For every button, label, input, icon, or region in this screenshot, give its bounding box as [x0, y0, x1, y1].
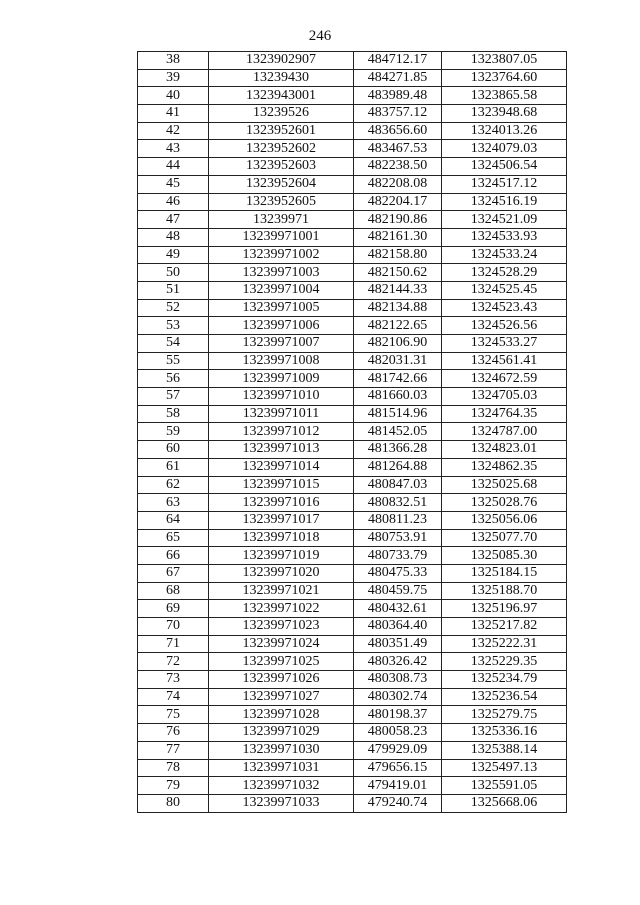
code-cell: 13239971011 [209, 405, 354, 423]
code-cell: 13239971020 [209, 564, 354, 582]
point-number-cell: 42 [138, 122, 209, 140]
point-number-cell: 45 [138, 175, 209, 193]
table-row [138, 777, 567, 795]
code-cell: 1323952603 [209, 158, 354, 176]
point-number-cell: 55 [138, 352, 209, 370]
code-cell: 13239971 [209, 211, 354, 229]
point-number-cell: 51 [138, 281, 209, 299]
code-cell: 1323952605 [209, 193, 354, 211]
table-row [138, 246, 567, 264]
x-coordinate-cell: 481660.03 [354, 388, 442, 406]
x-coordinate-cell: 482158.80 [354, 246, 442, 264]
code-cell: 1323943001 [209, 87, 354, 105]
point-number-cell: 40 [138, 87, 209, 105]
code-cell: 13239971031 [209, 759, 354, 777]
x-coordinate-cell: 480432.61 [354, 600, 442, 618]
y-coordinate-cell: 1325222.31 [442, 635, 567, 653]
table-row [138, 69, 567, 87]
x-coordinate-cell: 484271.85 [354, 69, 442, 87]
code-cell: 13239430 [209, 69, 354, 87]
table-row [138, 264, 567, 282]
table-row [138, 794, 567, 812]
table-row [138, 158, 567, 176]
y-coordinate-cell: 1325028.76 [442, 494, 567, 512]
y-coordinate-cell: 1324764.35 [442, 405, 567, 423]
table-row [138, 388, 567, 406]
y-coordinate-cell: 1325229.35 [442, 653, 567, 671]
point-number-cell: 75 [138, 706, 209, 724]
code-cell: 13239971023 [209, 618, 354, 636]
table-row [138, 175, 567, 193]
code-cell: 13239971010 [209, 388, 354, 406]
table-row [138, 370, 567, 388]
y-coordinate-cell: 1325497.13 [442, 759, 567, 777]
x-coordinate-cell: 483467.53 [354, 140, 442, 158]
table-row [138, 405, 567, 423]
table-row [138, 193, 567, 211]
table-row [138, 352, 567, 370]
y-coordinate-cell: 1324787.00 [442, 423, 567, 441]
x-coordinate-cell: 482190.86 [354, 211, 442, 229]
x-coordinate-cell: 481742.66 [354, 370, 442, 388]
y-coordinate-cell: 1324526.56 [442, 317, 567, 335]
point-number-cell: 38 [138, 52, 209, 70]
table-row [138, 122, 567, 140]
point-number-cell: 66 [138, 547, 209, 565]
x-coordinate-cell: 482031.31 [354, 352, 442, 370]
y-coordinate-cell: 1324533.24 [442, 246, 567, 264]
code-cell: 13239526 [209, 105, 354, 123]
y-coordinate-cell: 1325217.82 [442, 618, 567, 636]
code-cell: 13239971024 [209, 635, 354, 653]
x-coordinate-cell: 480198.37 [354, 706, 442, 724]
x-coordinate-cell: 482204.17 [354, 193, 442, 211]
y-coordinate-cell: 1325668.06 [442, 794, 567, 812]
code-cell: 13239971013 [209, 441, 354, 459]
point-number-cell: 71 [138, 635, 209, 653]
x-coordinate-cell: 479929.09 [354, 741, 442, 759]
code-cell: 13239971032 [209, 777, 354, 795]
point-number-cell: 43 [138, 140, 209, 158]
point-number-cell: 59 [138, 423, 209, 441]
y-coordinate-cell: 1324506.54 [442, 158, 567, 176]
x-coordinate-cell: 482161.30 [354, 228, 442, 246]
x-coordinate-cell: 479240.74 [354, 794, 442, 812]
point-number-cell: 56 [138, 370, 209, 388]
point-number-cell: 47 [138, 211, 209, 229]
x-coordinate-cell: 480351.49 [354, 635, 442, 653]
y-coordinate-cell: 1324862.35 [442, 458, 567, 476]
table-row [138, 281, 567, 299]
point-number-cell: 77 [138, 741, 209, 759]
y-coordinate-cell: 1325085.30 [442, 547, 567, 565]
x-coordinate-cell: 480733.79 [354, 547, 442, 565]
x-coordinate-cell: 480832.51 [354, 494, 442, 512]
table-row [138, 653, 567, 671]
x-coordinate-cell: 483656.60 [354, 122, 442, 140]
y-coordinate-cell: 1325056.06 [442, 511, 567, 529]
x-coordinate-cell: 482208.08 [354, 175, 442, 193]
code-cell: 1323952601 [209, 122, 354, 140]
table-row [138, 423, 567, 441]
point-number-cell: 58 [138, 405, 209, 423]
y-coordinate-cell: 1324533.93 [442, 228, 567, 246]
y-coordinate-cell: 1324013.26 [442, 122, 567, 140]
point-number-cell: 48 [138, 228, 209, 246]
x-coordinate-cell: 482238.50 [354, 158, 442, 176]
point-number-cell: 79 [138, 777, 209, 795]
y-coordinate-cell: 1325196.97 [442, 600, 567, 618]
y-coordinate-cell: 1325236.54 [442, 688, 567, 706]
x-coordinate-cell: 480847.03 [354, 476, 442, 494]
x-coordinate-cell: 481452.05 [354, 423, 442, 441]
y-coordinate-cell: 1323948.68 [442, 105, 567, 123]
point-number-cell: 65 [138, 529, 209, 547]
table-body [138, 52, 567, 813]
table-row [138, 635, 567, 653]
code-cell: 13239971002 [209, 246, 354, 264]
code-cell: 13239971004 [209, 281, 354, 299]
x-coordinate-cell: 479419.01 [354, 777, 442, 795]
point-number-cell: 80 [138, 794, 209, 812]
table-row [138, 741, 567, 759]
y-coordinate-cell: 1324823.01 [442, 441, 567, 459]
code-cell: 13239971018 [209, 529, 354, 547]
x-coordinate-cell: 482144.33 [354, 281, 442, 299]
table-row [138, 759, 567, 777]
x-coordinate-cell: 481514.96 [354, 405, 442, 423]
code-cell: 13239971005 [209, 299, 354, 317]
x-coordinate-cell: 482134.88 [354, 299, 442, 317]
x-coordinate-cell: 482106.90 [354, 335, 442, 353]
y-coordinate-cell: 1324516.19 [442, 193, 567, 211]
point-number-cell: 49 [138, 246, 209, 264]
table-row [138, 582, 567, 600]
code-cell: 13239971027 [209, 688, 354, 706]
point-number-cell: 53 [138, 317, 209, 335]
table-row [138, 335, 567, 353]
table-row [138, 688, 567, 706]
point-number-cell: 73 [138, 671, 209, 689]
point-number-cell: 57 [138, 388, 209, 406]
code-cell: 1323952604 [209, 175, 354, 193]
code-cell: 13239971009 [209, 370, 354, 388]
table-row [138, 87, 567, 105]
table-row [138, 105, 567, 123]
table-row [138, 476, 567, 494]
x-coordinate-cell: 479656.15 [354, 759, 442, 777]
coordinates-table [137, 51, 567, 813]
code-cell: 13239971033 [209, 794, 354, 812]
point-number-cell: 44 [138, 158, 209, 176]
y-coordinate-cell: 1325184.15 [442, 564, 567, 582]
y-coordinate-cell: 1324705.03 [442, 388, 567, 406]
code-cell: 13239971016 [209, 494, 354, 512]
x-coordinate-cell: 480459.75 [354, 582, 442, 600]
table-row [138, 511, 567, 529]
code-cell: 1323952602 [209, 140, 354, 158]
table-row [138, 140, 567, 158]
y-coordinate-cell: 1325188.70 [442, 582, 567, 600]
code-cell: 13239971017 [209, 511, 354, 529]
code-cell: 13239971025 [209, 653, 354, 671]
x-coordinate-cell: 482122.65 [354, 317, 442, 335]
table-row [138, 441, 567, 459]
y-coordinate-cell: 1325388.14 [442, 741, 567, 759]
code-cell: 13239971012 [209, 423, 354, 441]
y-coordinate-cell: 1323764.60 [442, 69, 567, 87]
point-number-cell: 62 [138, 476, 209, 494]
x-coordinate-cell: 480753.91 [354, 529, 442, 547]
point-number-cell: 68 [138, 582, 209, 600]
x-coordinate-cell: 483989.48 [354, 87, 442, 105]
table-row [138, 299, 567, 317]
code-cell: 13239971021 [209, 582, 354, 600]
y-coordinate-cell: 1324533.27 [442, 335, 567, 353]
code-cell: 13239971029 [209, 724, 354, 742]
table-row [138, 547, 567, 565]
point-number-cell: 41 [138, 105, 209, 123]
code-cell: 13239971026 [209, 671, 354, 689]
y-coordinate-cell: 1325025.68 [442, 476, 567, 494]
point-number-cell: 78 [138, 759, 209, 777]
y-coordinate-cell: 1323865.58 [442, 87, 567, 105]
x-coordinate-cell: 481264.88 [354, 458, 442, 476]
point-number-cell: 74 [138, 688, 209, 706]
x-coordinate-cell: 480364.40 [354, 618, 442, 636]
x-coordinate-cell: 480308.73 [354, 671, 442, 689]
point-number-cell: 70 [138, 618, 209, 636]
point-number-cell: 46 [138, 193, 209, 211]
x-coordinate-cell: 480811.23 [354, 511, 442, 529]
x-coordinate-cell: 483757.12 [354, 105, 442, 123]
table-row [138, 706, 567, 724]
code-cell: 13239971001 [209, 228, 354, 246]
table-row [138, 564, 567, 582]
x-coordinate-cell: 481366.28 [354, 441, 442, 459]
code-cell: 13239971022 [209, 600, 354, 618]
x-coordinate-cell: 480326.42 [354, 653, 442, 671]
code-cell: 13239971015 [209, 476, 354, 494]
code-cell: 13239971006 [209, 317, 354, 335]
table-row [138, 211, 567, 229]
x-coordinate-cell: 484712.17 [354, 52, 442, 70]
table-row [138, 600, 567, 618]
x-coordinate-cell: 480475.33 [354, 564, 442, 582]
y-coordinate-cell: 1324561.41 [442, 352, 567, 370]
x-coordinate-cell: 480058.23 [354, 724, 442, 742]
y-coordinate-cell: 1324521.09 [442, 211, 567, 229]
y-coordinate-cell: 1323807.05 [442, 52, 567, 70]
code-cell: 13239971030 [209, 741, 354, 759]
point-number-cell: 67 [138, 564, 209, 582]
point-number-cell: 64 [138, 511, 209, 529]
page-number: 246 [308, 28, 332, 44]
y-coordinate-cell: 1324079.03 [442, 140, 567, 158]
point-number-cell: 63 [138, 494, 209, 512]
y-coordinate-cell: 1324525.45 [442, 281, 567, 299]
y-coordinate-cell: 1324517.12 [442, 175, 567, 193]
point-number-cell: 72 [138, 653, 209, 671]
y-coordinate-cell: 1324523.43 [442, 299, 567, 317]
code-cell: 13239971007 [209, 335, 354, 353]
point-number-cell: 54 [138, 335, 209, 353]
point-number-cell: 69 [138, 600, 209, 618]
y-coordinate-cell: 1325077.70 [442, 529, 567, 547]
y-coordinate-cell: 1324672.59 [442, 370, 567, 388]
y-coordinate-cell: 1325591.05 [442, 777, 567, 795]
point-number-cell: 39 [138, 69, 209, 87]
y-coordinate-cell: 1325279.75 [442, 706, 567, 724]
code-cell: 13239971028 [209, 706, 354, 724]
table-row [138, 458, 567, 476]
code-cell: 13239971014 [209, 458, 354, 476]
table-row [138, 228, 567, 246]
table-row [138, 671, 567, 689]
code-cell: 13239971003 [209, 264, 354, 282]
code-cell: 13239971019 [209, 547, 354, 565]
table-row [138, 494, 567, 512]
point-number-cell: 50 [138, 264, 209, 282]
table-row [138, 618, 567, 636]
table-row [138, 529, 567, 547]
x-coordinate-cell: 482150.62 [354, 264, 442, 282]
point-number-cell: 60 [138, 441, 209, 459]
code-cell: 1323902907 [209, 52, 354, 70]
code-cell: 13239971008 [209, 352, 354, 370]
table-row [138, 317, 567, 335]
point-number-cell: 52 [138, 299, 209, 317]
x-coordinate-cell: 480302.74 [354, 688, 442, 706]
y-coordinate-cell: 1324528.29 [442, 264, 567, 282]
point-number-cell: 76 [138, 724, 209, 742]
y-coordinate-cell: 1325234.79 [442, 671, 567, 689]
y-coordinate-cell: 1325336.16 [442, 724, 567, 742]
table-row [138, 724, 567, 742]
table-row [138, 52, 567, 70]
point-number-cell: 61 [138, 458, 209, 476]
